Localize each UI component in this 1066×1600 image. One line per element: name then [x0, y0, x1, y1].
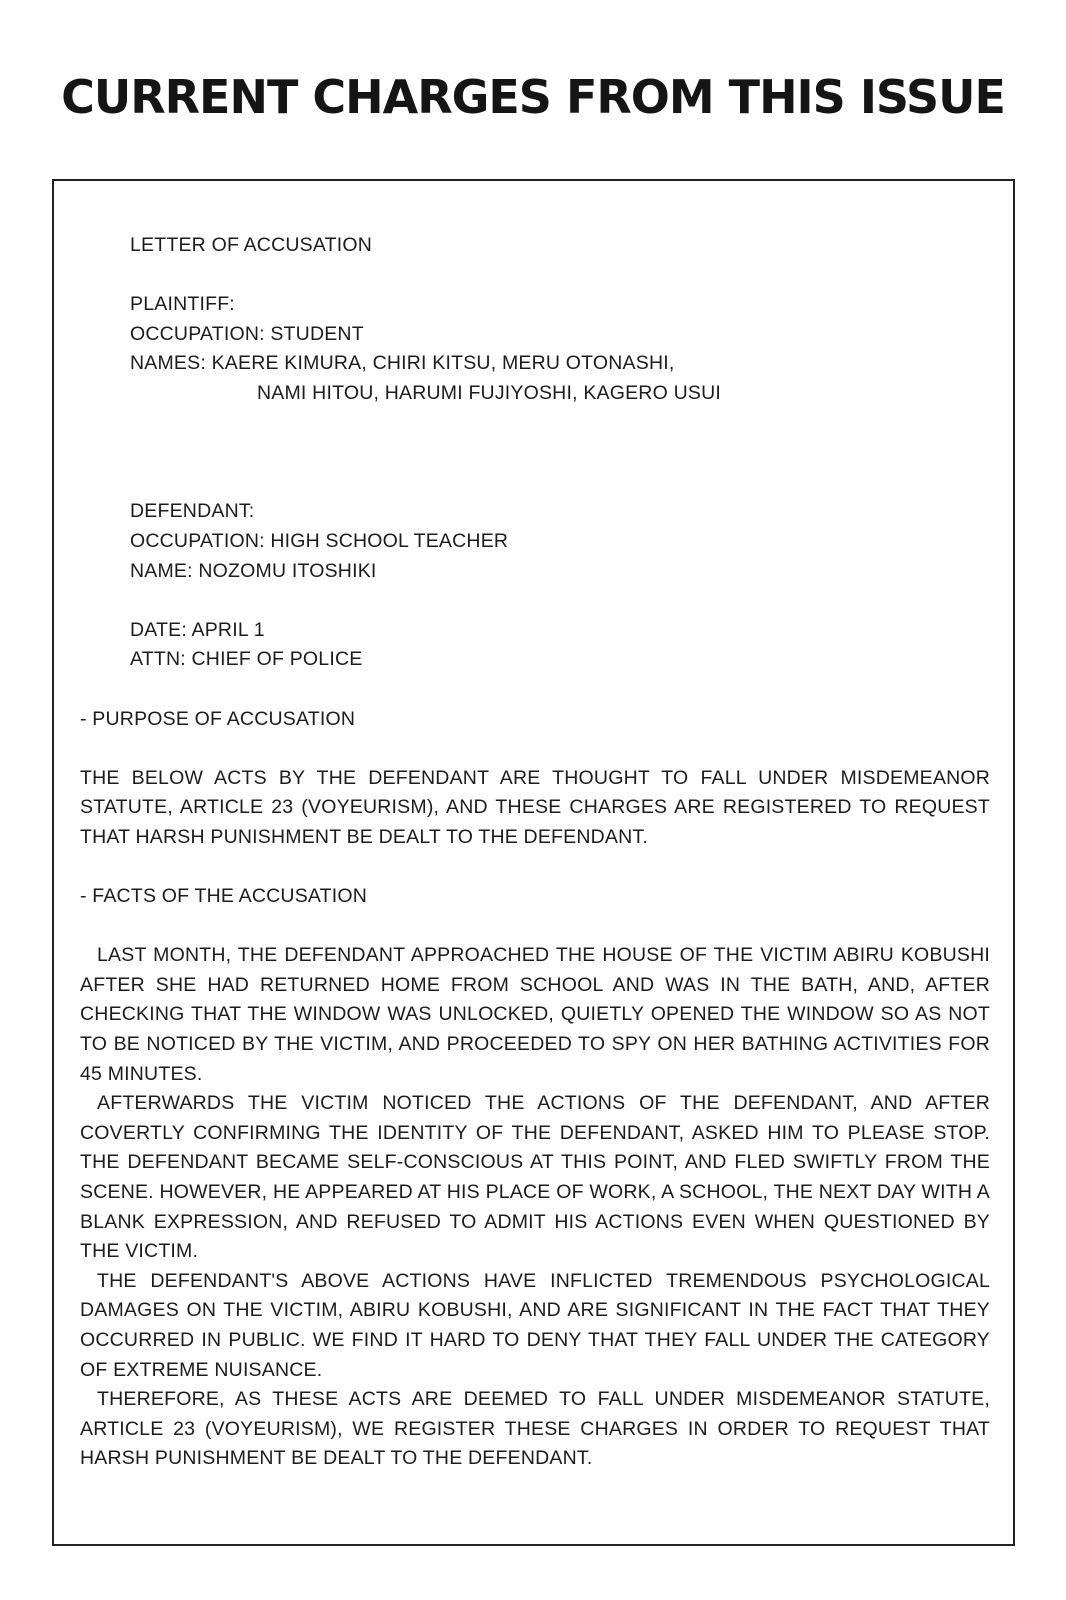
defendant-label: DEFENDANT: [130, 500, 255, 523]
plaintiff-label: PLAINTIFF: [130, 293, 235, 316]
defendant-occupation: OCCUPATION: HIGH SCHOOL TEACHER [130, 529, 509, 552]
defendant-name: NAME: NOZOMU ITOSHIKI [130, 559, 377, 582]
letter-frame [52, 179, 1015, 1546]
letter-attn: ATTN: CHIEF OF POLICE [130, 648, 363, 671]
page-title: CURRENT CHARGES FROM THIS ISSUE [61, 70, 1005, 124]
facts-heading: - FACTS OF THE ACCUSATION [80, 885, 368, 908]
letter-header [80, 231, 990, 675]
letter-heading: LETTER OF ACCUSATION [130, 234, 372, 256]
plaintiff-names: NAMES: KAERE KIMURA, CHIRI KITSU, MERU OTONASHI, [130, 352, 675, 375]
letter-date: DATE: APRIL 1 [130, 618, 265, 641]
purpose-heading: - PURPOSE OF ACCUSATION [80, 707, 356, 730]
facts-paragraph: LAST MONTH, THE DEFENDANT APPROACHED THE HOUSE OF THE VICTIM ABIRU KOBUSHI AFTER SHE HAD RETURNED HOME FROM SCHOOL AND WAS IN THE BATH, AND, AFTER CHECKING THAT THE WINDOW WAS UNLOCKED, QUIETLY OPENED THE WINDOW SO AS NOT TO BE NOTICED BY THE VICTIM, AND PROCEEDED TO SPY ON HER BATHING ACTIVITIES FOR 45 MINUTES. [80, 944, 990, 1085]
letter-body [80, 231, 990, 1474]
facts-paragraph: THEREFORE, AS THESE ACTS ARE DEEMED TO FALL UNDER MISDEMEANOR STATUTE, ARTICLE 23 (VOYEURISM), WE REGISTER THESE CHARGES IN ORDER TO REQUEST THAT HARSH PUNISHMENT BE DEALT TO THE DEFENDANT. [80, 1388, 990, 1470]
plaintiff-occupation: OCCUPATION: STUDENT [130, 322, 364, 345]
purpose-text: THE BELOW ACTS BY THE DEFENDANT ARE THOUGHT TO FALL UNDER MISDEMEANOR STATUTE, ARTICLE 23 (VOYEURISM), AND THESE CHARGES ARE REGISTERED TO REQUEST THAT HARSH PUNISHMENT BE DEALT TO THE DEFENDANT. [80, 766, 990, 848]
plaintiff-names-continued: NAMI HITOU, HARUMI FUJIYOSHI, KAGERO USUI [257, 381, 721, 404]
facts-paragraph: AFTERWARDS THE VICTIM NOTICED THE ACTIONS OF THE DEFENDANT, AND AFTER COVERTLY CONFIRMING THE IDENTITY OF THE DEFENDANT, ASKED HIM TO PLEASE STOP. THE DEFENDANT BECAME SELF-CONSCIOUS AT THIS POINT, AND FLED SWIFTLY FROM THE SCENE. HOWEVER, HE APPEARED AT HIS PLACE OF WORK, A SCHOOL, THE NEXT DAY WITH A BLANK EXPRESSION, AND REFUSED TO ADMIT HIS ACTIONS EVEN WHEN QUESTIONED BY THE VICTIM. [80, 1092, 990, 1263]
facts-paragraph: THE DEFENDANT'S ABOVE ACTIONS HAVE INFLICTED TREMENDOUS PSYCHOLOGICAL DAMAGES ON THE VICTIM, ABIRU KOBUSHI, AND ARE SIGNIFICANT IN THE FACT THAT THEY OCCURRED IN PUBLIC. WE FIND IT HARD TO DENY THAT THEY FALL UNDER THE CATEGORY OF EXTREME NUISANCE. [80, 1269, 990, 1381]
